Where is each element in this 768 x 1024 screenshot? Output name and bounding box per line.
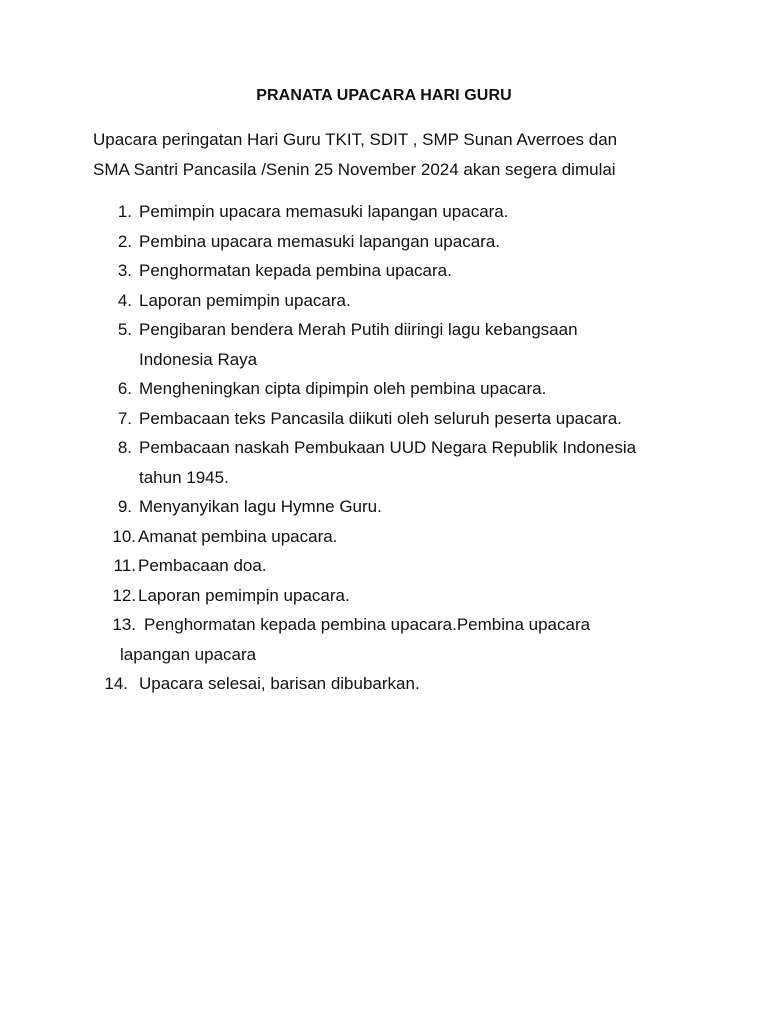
list-item-text-continued: tahun 1945.	[139, 467, 229, 487]
list-item	[0, 581, 768, 611]
list-item-number: 9.	[117, 497, 132, 516]
list-item-text-continued: Indonesia Raya	[139, 349, 258, 369]
list-item-number: 14.	[104, 674, 128, 693]
list-item-text: Amanat pembina upacara.	[138, 526, 338, 546]
list-item-number: 11.	[113, 556, 136, 575]
list-item	[0, 404, 768, 434]
list-item	[0, 256, 768, 286]
list-item-number: 8.	[117, 438, 132, 457]
list-item-text: Pemimpin upacara memasuki lapangan upacara.	[139, 202, 509, 221]
list-item-text: Mengheningkan cipta dipimpin oleh pembina upacara.	[139, 379, 547, 398]
list-item-text-continued: lapangan upacara	[120, 644, 257, 664]
list-item-number: 12.	[112, 585, 136, 605]
ceremony-order-list	[0, 197, 768, 699]
intro-line: Upacara peringatan Hari Guru TKIT, SDIT , SMP Sunan Averroes dan	[93, 130, 618, 149]
list-item	[0, 374, 768, 404]
list-item-text: Pembacaan doa.	[138, 556, 267, 575]
list-item	[0, 522, 768, 552]
list-item-number: 5.	[117, 320, 132, 339]
list-item	[0, 286, 768, 316]
list-item	[0, 227, 768, 257]
list-item	[0, 551, 768, 581]
list-item-text: Pembacaan naskah Pembukaan UUD Negara Republik Indonesia	[139, 438, 637, 457]
list-item-number: 1.	[117, 202, 132, 221]
list-item-text: Laporan pemimpin upacara.	[139, 290, 351, 310]
list-item-number: 6.	[117, 379, 132, 398]
list-item-text: Menyanyikan lagu Hymne Guru.	[139, 497, 382, 516]
list-item-text: Upacara selesai, barisan dibubarkan.	[139, 674, 420, 693]
list-item	[0, 197, 768, 227]
list-item	[0, 492, 768, 522]
list-item-number: 2.	[117, 231, 132, 251]
list-item	[0, 610, 768, 669]
list-item-number: 7.	[117, 408, 132, 428]
intro-line: SMA Santri Pancasila /Senin 25 November 2024 akan segera dimulai	[93, 160, 616, 179]
list-item-text: Penghormatan kepada pembina upacara.Pembina upacara	[144, 615, 591, 634]
list-item	[0, 669, 768, 699]
intro-paragraph	[93, 125, 693, 185]
list-item-number: 13.	[112, 615, 136, 634]
list-item	[0, 433, 768, 492]
list-item-number: 4.	[117, 290, 132, 310]
list-item-text: Pengibaran bendera Merah Putih diiringi lagu kebangsaan	[139, 320, 578, 339]
list-item-text: Penghormatan kepada pembina upacara.	[139, 261, 452, 280]
list-item-text: Laporan pemimpin upacara.	[138, 585, 350, 605]
list-item-text: Pembacaan teks Pancasila diikuti oleh seluruh peserta upacara.	[139, 408, 622, 428]
list-item	[0, 315, 768, 374]
list-item-number: 10.	[112, 526, 136, 546]
list-item-text: Pembina upacara memasuki lapangan upacara.	[139, 231, 501, 251]
document-title: PRANATA UPACARA HARI GURU	[256, 87, 512, 104]
list-item-number: 3.	[117, 261, 132, 280]
